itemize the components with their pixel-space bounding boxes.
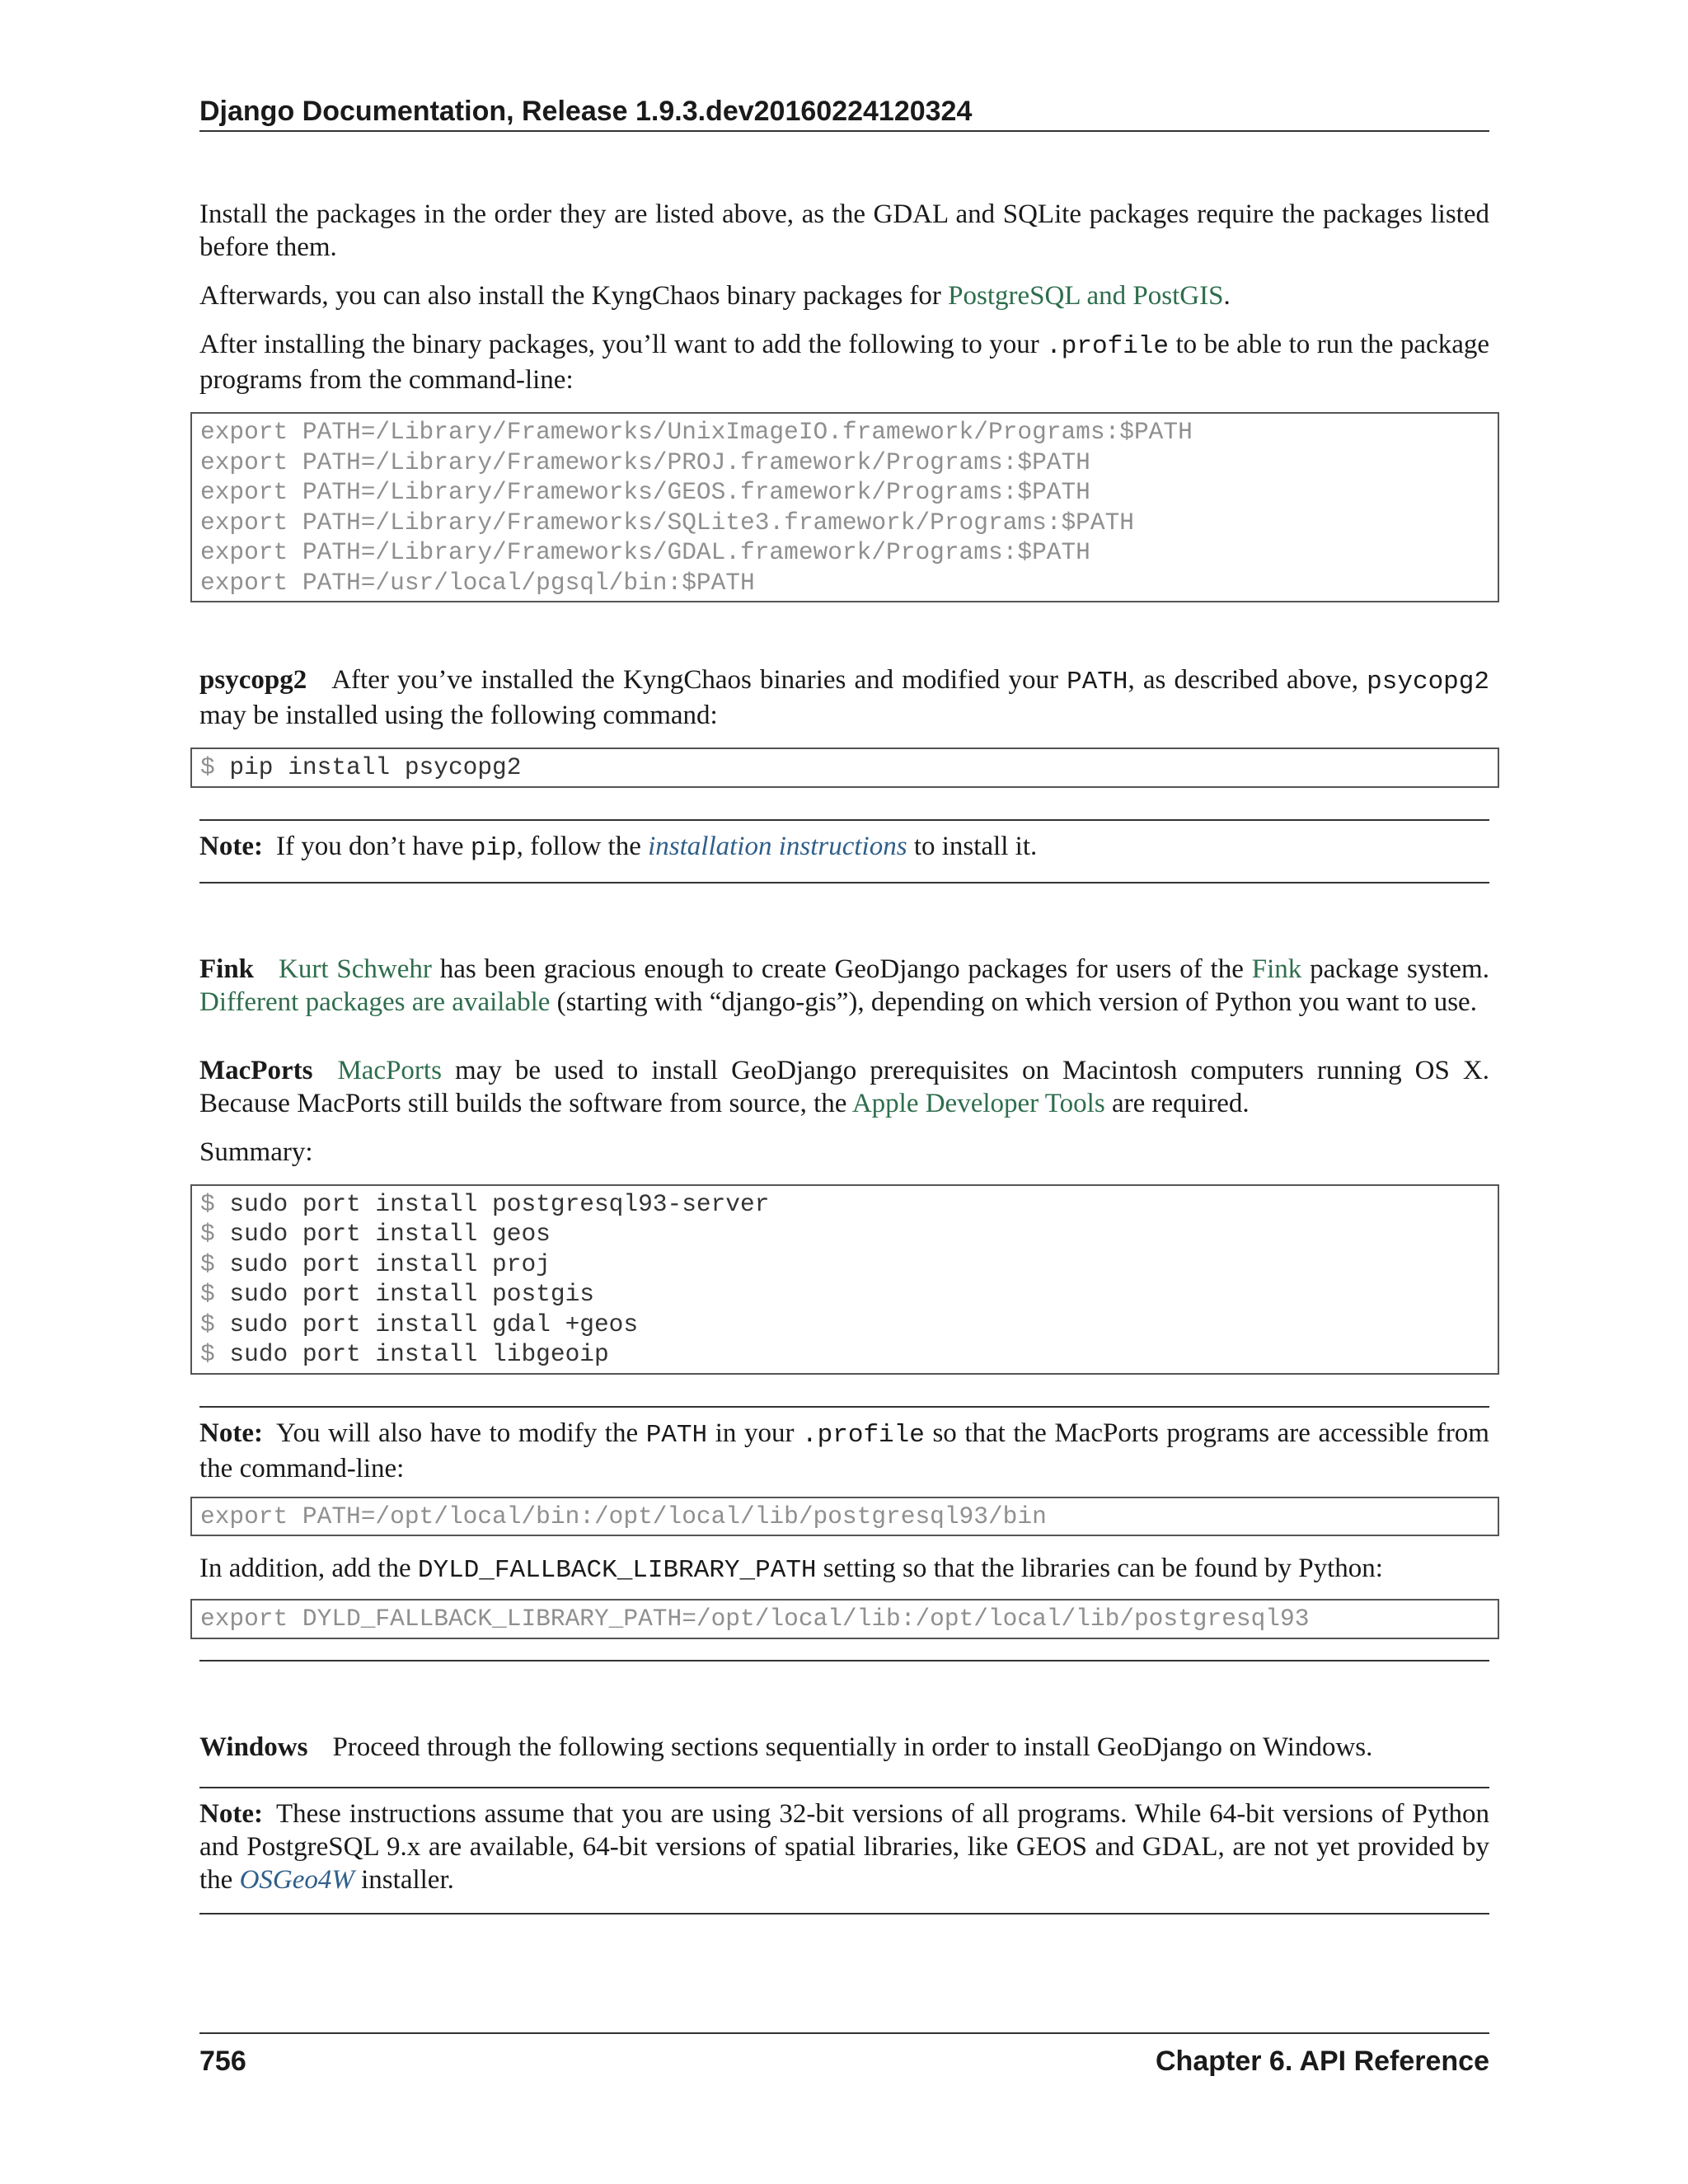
text: After installing the binary packages, you’ll want to add the following to your — [199, 330, 1047, 359]
note-pip-text — [199, 830, 1489, 865]
header-title: Django Documentation, Release 1.9.3.dev20160224120324 — [199, 96, 973, 127]
text: In addition, add the — [199, 1554, 418, 1583]
text: are required. — [1104, 1088, 1250, 1118]
psycopg2-term: psycopg2 — [199, 665, 307, 695]
inline-code-path: PATH — [1067, 668, 1128, 696]
note-32bit — [199, 1787, 1489, 1915]
psycopg2-paragraph — [199, 663, 1489, 732]
inline-code-path: PATH — [645, 1420, 708, 1450]
macports-path-code-block — [190, 1497, 1499, 1537]
inline-code-pip: pip — [470, 833, 517, 863]
code-line: export PATH=/usr/local/pgsql/bin:$PATH — [200, 568, 755, 597]
fink-link[interactable]: Fink — [1251, 954, 1302, 984]
text: You will also have to modify the — [275, 1418, 646, 1448]
text: , follow the — [516, 831, 649, 861]
text: in your — [707, 1418, 803, 1448]
code-line: export PATH=/Library/Frameworks/GDAL.framework/Programs:$PATH — [200, 538, 1090, 566]
command: sudo port install proj — [229, 1249, 551, 1278]
prompt: $ — [200, 1310, 215, 1338]
note-label: Note: — [199, 1418, 263, 1448]
postgresql-postgis-link[interactable]: PostgreSQL and PostGIS — [948, 281, 1224, 311]
command: sudo port install gdal +geos — [229, 1310, 639, 1338]
windows-term: Windows — [199, 1732, 308, 1762]
page-number: 756 — [199, 2046, 246, 2077]
code-line: export PATH=/opt/local/bin:/opt/local/lib/postgresql93/bin — [200, 1502, 1047, 1530]
command: sudo port install libgeoip — [229, 1340, 609, 1368]
prompt: $ — [200, 753, 215, 781]
apple-developer-tools-link[interactable]: Apple Developer Tools — [851, 1088, 1105, 1118]
kyngchaos-path-code-block — [190, 412, 1499, 602]
text: (starting with “django-gis”), depending on which version of Python you want to use. — [550, 987, 1477, 1017]
inline-code-profile: .profile — [802, 1420, 925, 1450]
text: . — [1223, 281, 1231, 311]
text: so that the MacPorts programs are accessible from the command-line: — [199, 1418, 1489, 1483]
pip-install-code-block — [190, 748, 1499, 788]
note-32bit-text — [199, 1797, 1489, 1896]
command: sudo port install postgis — [229, 1280, 594, 1308]
prompt: $ — [200, 1220, 215, 1248]
text: These instructions assume that you are using 32-bit versions of all programs. While 64-bit versions of Python and PostgreSQL 9.x are available, 64-bit versions of spatial libraries, like GEOS and GDAL, are not yet provided by the — [199, 1798, 1489, 1895]
intro-paragraph-1: Install the packages in the order they are listed above, as the GDAL and SQLite packages require the packages listed before them. — [199, 199, 1489, 262]
different-packages-link[interactable]: Different packages are available — [199, 987, 551, 1017]
installation-instructions-link[interactable]: installation instructions — [648, 831, 907, 861]
note-macports-path — [199, 1406, 1489, 1661]
text: may be used to install GeoDjango prerequisites on Macintosh computers running OS X. Because MacPorts still builds the software from source, the — [199, 1055, 1489, 1118]
text: has been gracious enough to create GeoDjango packages for users of the — [431, 954, 1252, 984]
note-dyld-text — [199, 1552, 1489, 1587]
inline-code-psycopg2: psycopg2 — [1367, 668, 1489, 696]
prompt: $ — [200, 1249, 215, 1278]
dyld-code-block — [190, 1599, 1499, 1639]
windows-paragraph — [199, 1731, 1489, 1764]
fink-paragraph — [199, 953, 1489, 1019]
page-footer — [199, 2032, 1489, 2080]
command: pip install psycopg2 — [229, 753, 522, 781]
text: setting so that the libraries can be found by Python: — [816, 1554, 1383, 1583]
text: may be installed using the following command: — [199, 701, 718, 730]
code-line: export PATH=/Library/Frameworks/GEOS.framework/Programs:$PATH — [200, 478, 1090, 506]
summary-label: Summary: — [199, 1137, 313, 1167]
macports-link[interactable]: MacPorts — [337, 1055, 442, 1085]
text: installer. — [354, 1864, 454, 1895]
intro-paragraph-3 — [199, 328, 1489, 396]
text: to be able to run the package programs from the command-line: — [199, 330, 1489, 395]
main-content — [199, 198, 1489, 1930]
text: If you don’t have — [275, 831, 471, 861]
kurt-schwehr-link[interactable]: Kurt Schwehr — [279, 954, 432, 984]
text: Afterwards, you can also install the KyngChaos binary packages for — [199, 281, 949, 311]
macports-install-code-block — [190, 1184, 1499, 1375]
text: package system. — [1301, 954, 1489, 984]
note-pip — [199, 819, 1489, 883]
inline-code-dyld: DYLD_FALLBACK_LIBRARY_PATH — [417, 1556, 817, 1585]
macports-term: MacPorts — [199, 1055, 313, 1085]
note-label: Note: — [199, 831, 263, 861]
page-header — [199, 92, 1489, 132]
prompt: $ — [200, 1340, 215, 1368]
text: After you’ve installed the KyngChaos binaries and modified your — [331, 665, 1067, 695]
fink-term: Fink — [199, 954, 255, 984]
macports-paragraph — [199, 1054, 1489, 1120]
chapter-title: Chapter 6. API Reference — [1156, 2046, 1489, 2077]
osgeo4w-link[interactable]: OSGeo4W — [239, 1864, 354, 1895]
text: to install it. — [907, 831, 1038, 861]
prompt: $ — [200, 1189, 215, 1218]
intro-paragraph-2 — [199, 279, 1489, 312]
code-line: export DYLD_FALLBACK_LIBRARY_PATH=/opt/local/lib:/opt/local/lib/postgresql93 — [200, 1605, 1310, 1633]
text: , as described above, — [1128, 665, 1367, 695]
code-line: export PATH=/Library/Frameworks/SQLite3.framework/Programs:$PATH — [200, 508, 1134, 537]
code-line: export PATH=/Library/Frameworks/PROJ.framework/Programs:$PATH — [200, 448, 1090, 476]
prompt: $ — [200, 1280, 215, 1308]
note-label: Note: — [199, 1798, 263, 1829]
command: sudo port install postgresql93-server — [229, 1189, 770, 1218]
command: sudo port install geos — [229, 1220, 551, 1248]
text: Proceed through the following sections sequentially in order to install GeoDjango on Windows. — [332, 1732, 1373, 1762]
code-line: export PATH=/Library/Frameworks/UnixImageIO.framework/Programs:$PATH — [200, 418, 1193, 446]
inline-code-profile: .profile — [1046, 332, 1170, 361]
note-macports-text — [199, 1417, 1489, 1485]
